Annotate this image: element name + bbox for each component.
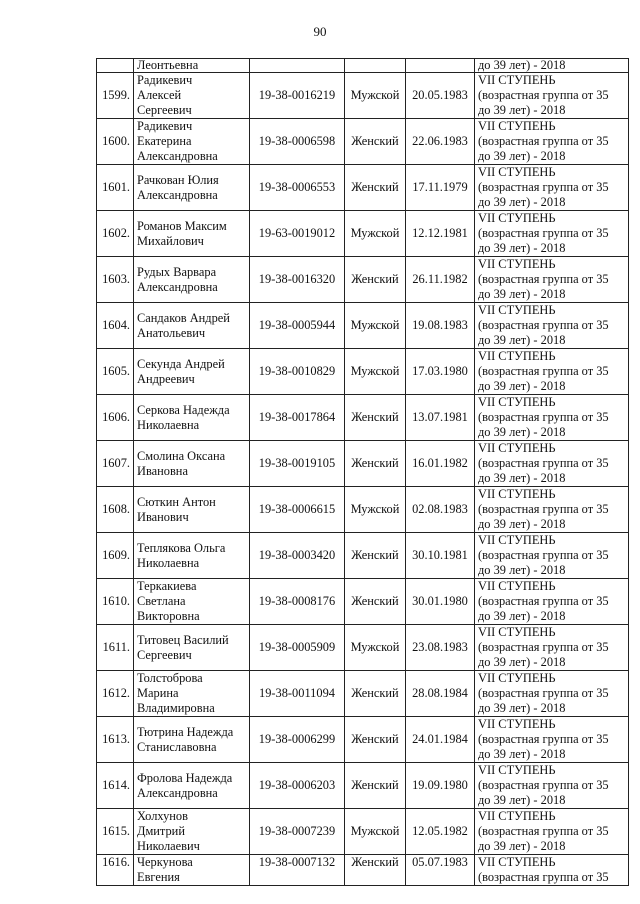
cell-name-line: Рачкован Юлия [137, 172, 219, 187]
cell-level [475, 487, 629, 533]
cell-name-line: Станиславовна [137, 739, 217, 754]
cell-num: 1601. [97, 165, 134, 211]
cell-id: 19-38-0017864 [250, 395, 345, 441]
cell-level-line: до 39 лет) - 2018 [478, 333, 566, 347]
cell-level [475, 349, 629, 395]
cell-name-line: Фролова Надежда [137, 770, 233, 785]
cell-level-line: до 39 лет) - 2018 [478, 195, 566, 209]
cell-sex: Женский [345, 763, 406, 809]
cell-level-line: до 39 лет) - 2018 [478, 103, 566, 117]
cell-name-line: Толстоброва [137, 671, 203, 685]
table-row [97, 349, 629, 395]
cell-level [475, 625, 629, 671]
cell-name-line: Екатерина [137, 134, 192, 148]
cell-name-line: Николаевна [137, 555, 200, 570]
cell-name [134, 533, 250, 579]
table-row [97, 671, 629, 717]
cell-sex: Мужской [345, 211, 406, 257]
cell-date: 16.01.1982 [406, 441, 475, 487]
cell-sex: Женский [345, 533, 406, 579]
cell-name-line: Сергеевич [137, 103, 192, 117]
cell-date: 19.08.1983 [406, 303, 475, 349]
cell-level [475, 303, 629, 349]
cell-name-line: Теркакиева [137, 579, 197, 593]
cell-id: 19-38-0010829 [250, 349, 345, 395]
cell-level [475, 119, 629, 165]
table-row [97, 303, 629, 349]
cell-date: 19.09.1980 [406, 763, 475, 809]
cell-name-line: Радикевич [137, 73, 193, 87]
cell-level-line: до 39 лет) - 2018 [478, 241, 566, 255]
cell-name-line: Андреевич [137, 371, 195, 386]
cell-level-line: до 39 лет) - 2018 [478, 425, 566, 439]
cell-name [134, 855, 250, 886]
cell-date: 13.07.1981 [406, 395, 475, 441]
cell-level [475, 763, 629, 809]
table-row [97, 211, 629, 257]
cell-level-line: (возрастная группа от 35 [478, 134, 609, 148]
cell-level-line: (возрастная группа от 35 [478, 548, 609, 562]
cell-num: 1600. [97, 119, 134, 165]
cell-level-line: VII СТУПЕНЬ [478, 533, 556, 547]
cell-sex: Мужской [345, 303, 406, 349]
cell-name-line: Черкунова [137, 855, 193, 869]
table-row [97, 533, 629, 579]
cell-id: 19-38-0019105 [250, 441, 345, 487]
cell-name [134, 211, 250, 257]
cell-name [134, 73, 250, 119]
cell-name-line: Смолина Оксана [137, 448, 226, 463]
cell-date: 17.03.1980 [406, 349, 475, 395]
cell-level [475, 533, 629, 579]
cell-level-line: (возрастная группа от 35 [478, 640, 609, 654]
cell-level [475, 855, 629, 886]
cell-name-line: Анатольевич [137, 325, 206, 340]
cell-num: 1604. [97, 303, 134, 349]
cell-level-line: (возрастная группа от 35 [478, 410, 609, 424]
cell-level-line: VII СТУПЕНЬ [478, 395, 556, 409]
cell-date: 17.11.1979 [406, 165, 475, 211]
table-row [97, 763, 629, 809]
table-row [97, 119, 629, 165]
cell-level-line: до 39 лет) - 2018 [478, 655, 566, 669]
cell-date: 24.01.1984 [406, 717, 475, 763]
cell-id: 19-38-0006203 [250, 763, 345, 809]
cell-num: 1614. [97, 763, 134, 809]
cell-name-line: Михайлович [137, 233, 204, 248]
cell-name-line: Радикевич [137, 119, 193, 133]
cell-sex: Женский [345, 671, 406, 717]
cell-level-line: (возрастная группа от 35 [478, 870, 609, 884]
cell-num: 1612. [97, 671, 134, 717]
cell-name-line: Титовец Василий [137, 632, 229, 647]
table-row [97, 395, 629, 441]
cell-name [134, 257, 250, 303]
cell-name-line: Николаевич [137, 839, 200, 853]
cell-level: до 39 лет) - 2018 [475, 59, 629, 73]
cell-id: 19-38-0006598 [250, 119, 345, 165]
cell-sex: Женский [345, 257, 406, 303]
cell-num: 1606. [97, 395, 134, 441]
cell-sex: Мужской [345, 349, 406, 395]
cell-sex [345, 59, 406, 73]
participants-table [96, 58, 629, 886]
cell-sex: Мужской [345, 625, 406, 671]
table-body [97, 59, 629, 886]
cell-name [134, 349, 250, 395]
cell-sex: Женский [345, 395, 406, 441]
table-row [97, 487, 629, 533]
cell-num: 1616. [97, 855, 134, 886]
cell-level [475, 73, 629, 119]
cell-sex: Женский [345, 165, 406, 211]
cell-date: 30.01.1980 [406, 579, 475, 625]
cell-num: 1603. [97, 257, 134, 303]
cell-name-line: Сергеевич [137, 647, 192, 662]
cell-date: 22.06.1983 [406, 119, 475, 165]
cell-name-line: Иванович [137, 509, 189, 524]
table-row [97, 165, 629, 211]
continued-row [97, 59, 629, 73]
table-row [97, 579, 629, 625]
cell-level-line: (возрастная группа от 35 [478, 226, 609, 240]
cell-id: 19-38-0006553 [250, 165, 345, 211]
cell-num: 1605. [97, 349, 134, 395]
cell-num: 1607. [97, 441, 134, 487]
cell-id: 19-38-0007239 [250, 809, 345, 855]
cell-date [406, 59, 475, 73]
cell-level-line: (возрастная группа от 35 [478, 180, 609, 194]
cell-name [134, 809, 250, 855]
cell-level-line: VII СТУПЕНЬ [478, 349, 556, 363]
cell-name-line: Секунда Андрей [137, 356, 225, 371]
cell-level [475, 579, 629, 625]
cell-sex: Женский [345, 441, 406, 487]
cell-name-line: Александровна [137, 279, 218, 294]
cell-num: 1599. [97, 73, 134, 119]
cell-num: 1611. [97, 625, 134, 671]
cell-level-line: до 39 лет) - 2018 [478, 517, 566, 531]
cell-level-line: (возрастная группа от 35 [478, 778, 609, 792]
cell-level-line: (возрастная группа от 35 [478, 824, 609, 838]
cell-name [134, 717, 250, 763]
cell-name-line: Александровна [137, 785, 218, 800]
cell-level-line: до 39 лет) - 2018 [478, 839, 566, 853]
cell-name-line: Рудых Варвара [137, 264, 217, 279]
cell-name [134, 671, 250, 717]
cell-date: 02.08.1983 [406, 487, 475, 533]
cell-level [475, 211, 629, 257]
cell-name-line: Холхунов [137, 809, 188, 823]
cell-level-line: VII СТУПЕНЬ [478, 855, 556, 869]
cell-level-line: (возрастная группа от 35 [478, 364, 609, 378]
table-row [97, 625, 629, 671]
cell-date: 12.05.1982 [406, 809, 475, 855]
cell-level [475, 671, 629, 717]
cell-num: 1610. [97, 579, 134, 625]
cell-id [250, 59, 345, 73]
cell-level-line: до 39 лет) - 2018 [478, 149, 566, 163]
cell-level-line: до 39 лет) - 2018 [478, 747, 566, 761]
cell-num: 1615. [97, 809, 134, 855]
cell-name-line: Теплякова Ольга [137, 540, 226, 555]
cell-level-line: до 39 лет) - 2018 [478, 563, 566, 577]
cell-name-line: Владимировна [137, 701, 215, 715]
cell-name [134, 119, 250, 165]
cell-id: 19-38-0016219 [250, 73, 345, 119]
cell-num: 1602. [97, 211, 134, 257]
cell-sex: Мужской [345, 73, 406, 119]
cell-level-line: VII СТУПЕНЬ [478, 73, 556, 87]
cell-level-line: до 39 лет) - 2018 [478, 701, 566, 715]
cell-date: 05.07.1983 [406, 855, 475, 886]
cell-level-line: до 39 лет) - 2018 [478, 793, 566, 807]
cell-level-line: до 39 лет) - 2018 [478, 471, 566, 485]
cell-name [134, 487, 250, 533]
cell-level-line: VII СТУПЕНЬ [478, 487, 556, 501]
page-number: 90 [313, 24, 327, 39]
cell-level-line: VII СТУПЕНЬ [478, 579, 556, 593]
cell-name: Леонтьевна [134, 59, 250, 73]
cell-level-line: VII СТУПЕНЬ [478, 671, 556, 685]
cell-level-line: до 39 лет) - 2018 [478, 287, 566, 301]
cell-name [134, 303, 250, 349]
cell-num [97, 59, 134, 73]
cell-num: 1609. [97, 533, 134, 579]
cell-level-line: VII СТУПЕНЬ [478, 211, 556, 225]
cell-sex: Женский [345, 717, 406, 763]
cell-name-line: Сюткин Антон [137, 494, 216, 509]
cell-level-line: VII СТУПЕНЬ [478, 809, 556, 823]
cell-id: 19-38-0003420 [250, 533, 345, 579]
cell-num: 1613. [97, 717, 134, 763]
cell-name [134, 165, 250, 211]
cell-level-line: VII СТУПЕНЬ [478, 257, 556, 271]
cell-date: 20.05.1983 [406, 73, 475, 119]
cell-name-line: Романов Максим [137, 218, 227, 233]
cell-level-line: (возрастная группа от 35 [478, 456, 609, 470]
cell-id: 19-38-0008176 [250, 579, 345, 625]
cell-id: 19-38-0011094 [250, 671, 345, 717]
cell-num: 1608. [97, 487, 134, 533]
cell-level [475, 717, 629, 763]
cell-level [475, 809, 629, 855]
cell-name-line: Серкова Надежда [137, 402, 230, 417]
table-row [97, 257, 629, 303]
cell-id: 19-38-0005944 [250, 303, 345, 349]
cell-level [475, 395, 629, 441]
cell-name-line: Александровна [137, 187, 218, 202]
table-row [97, 717, 629, 763]
cell-level-line: (возрастная группа от 35 [478, 272, 609, 286]
cell-date: 28.08.1984 [406, 671, 475, 717]
cell-sex: Женский [345, 855, 406, 886]
cell-name [134, 579, 250, 625]
cell-name-line: Алексей [137, 88, 182, 102]
cell-level-line: (возрастная группа от 35 [478, 88, 609, 102]
cell-date: 23.08.1983 [406, 625, 475, 671]
cell-name [134, 763, 250, 809]
table-row [97, 73, 629, 119]
cell-name [134, 441, 250, 487]
cell-level-line: VII СТУПЕНЬ [478, 441, 556, 455]
table-row [97, 809, 629, 855]
cell-level-line: VII СТУПЕНЬ [478, 625, 556, 639]
cell-id: 19-38-0005909 [250, 625, 345, 671]
cell-level-line: (возрастная группа от 35 [478, 732, 609, 746]
cell-name-line: Марина [137, 686, 179, 700]
cell-level-line: VII СТУПЕНЬ [478, 717, 556, 731]
cell-sex: Женский [345, 579, 406, 625]
cell-level [475, 257, 629, 303]
cell-level-line: (возрастная группа от 35 [478, 594, 609, 608]
cell-name-line: Тютрина Надежда [137, 724, 234, 739]
cell-sex: Мужской [345, 809, 406, 855]
cell-sex: Мужской [345, 487, 406, 533]
cell-name [134, 625, 250, 671]
cell-id: 19-38-0016320 [250, 257, 345, 303]
cell-level-line: до 39 лет) - 2018 [478, 609, 566, 623]
cell-level-line: VII СТУПЕНЬ [478, 165, 556, 179]
cell-name-line: Викторовна [137, 609, 200, 623]
table-row [97, 855, 629, 886]
cell-date: 30.10.1981 [406, 533, 475, 579]
cell-id: 19-38-0006299 [250, 717, 345, 763]
cell-level-line: VII СТУПЕНЬ [478, 119, 556, 133]
cell-sex: Женский [345, 119, 406, 165]
cell-level [475, 165, 629, 211]
cell-name-line: Сандаков Андрей [137, 310, 230, 325]
cell-name-line: Ивановна [137, 463, 188, 478]
cell-name-line: Евгения [137, 870, 180, 884]
cell-name-line: Александровна [137, 149, 218, 163]
cell-name-line: Николаевна [137, 417, 200, 432]
cell-level-line: VII СТУПЕНЬ [478, 763, 556, 777]
cell-level-line: (возрастная группа от 35 [478, 318, 609, 332]
cell-level-line: VII СТУПЕНЬ [478, 303, 556, 317]
cell-name-line: Светлана [137, 594, 186, 608]
cell-date: 26.11.1982 [406, 257, 475, 303]
cell-level-line: (возрастная группа от 35 [478, 686, 609, 700]
cell-id: 19-63-0019012 [250, 211, 345, 257]
cell-level-line: до 39 лет) - 2018 [478, 379, 566, 393]
cell-level [475, 441, 629, 487]
cell-name-line: Дмитрий [137, 824, 185, 838]
cell-date: 12.12.1981 [406, 211, 475, 257]
cell-id: 19-38-0006615 [250, 487, 345, 533]
cell-name [134, 395, 250, 441]
cell-level-line: (возрастная группа от 35 [478, 502, 609, 516]
cell-id: 19-38-0007132 [250, 855, 345, 886]
table-row [97, 441, 629, 487]
